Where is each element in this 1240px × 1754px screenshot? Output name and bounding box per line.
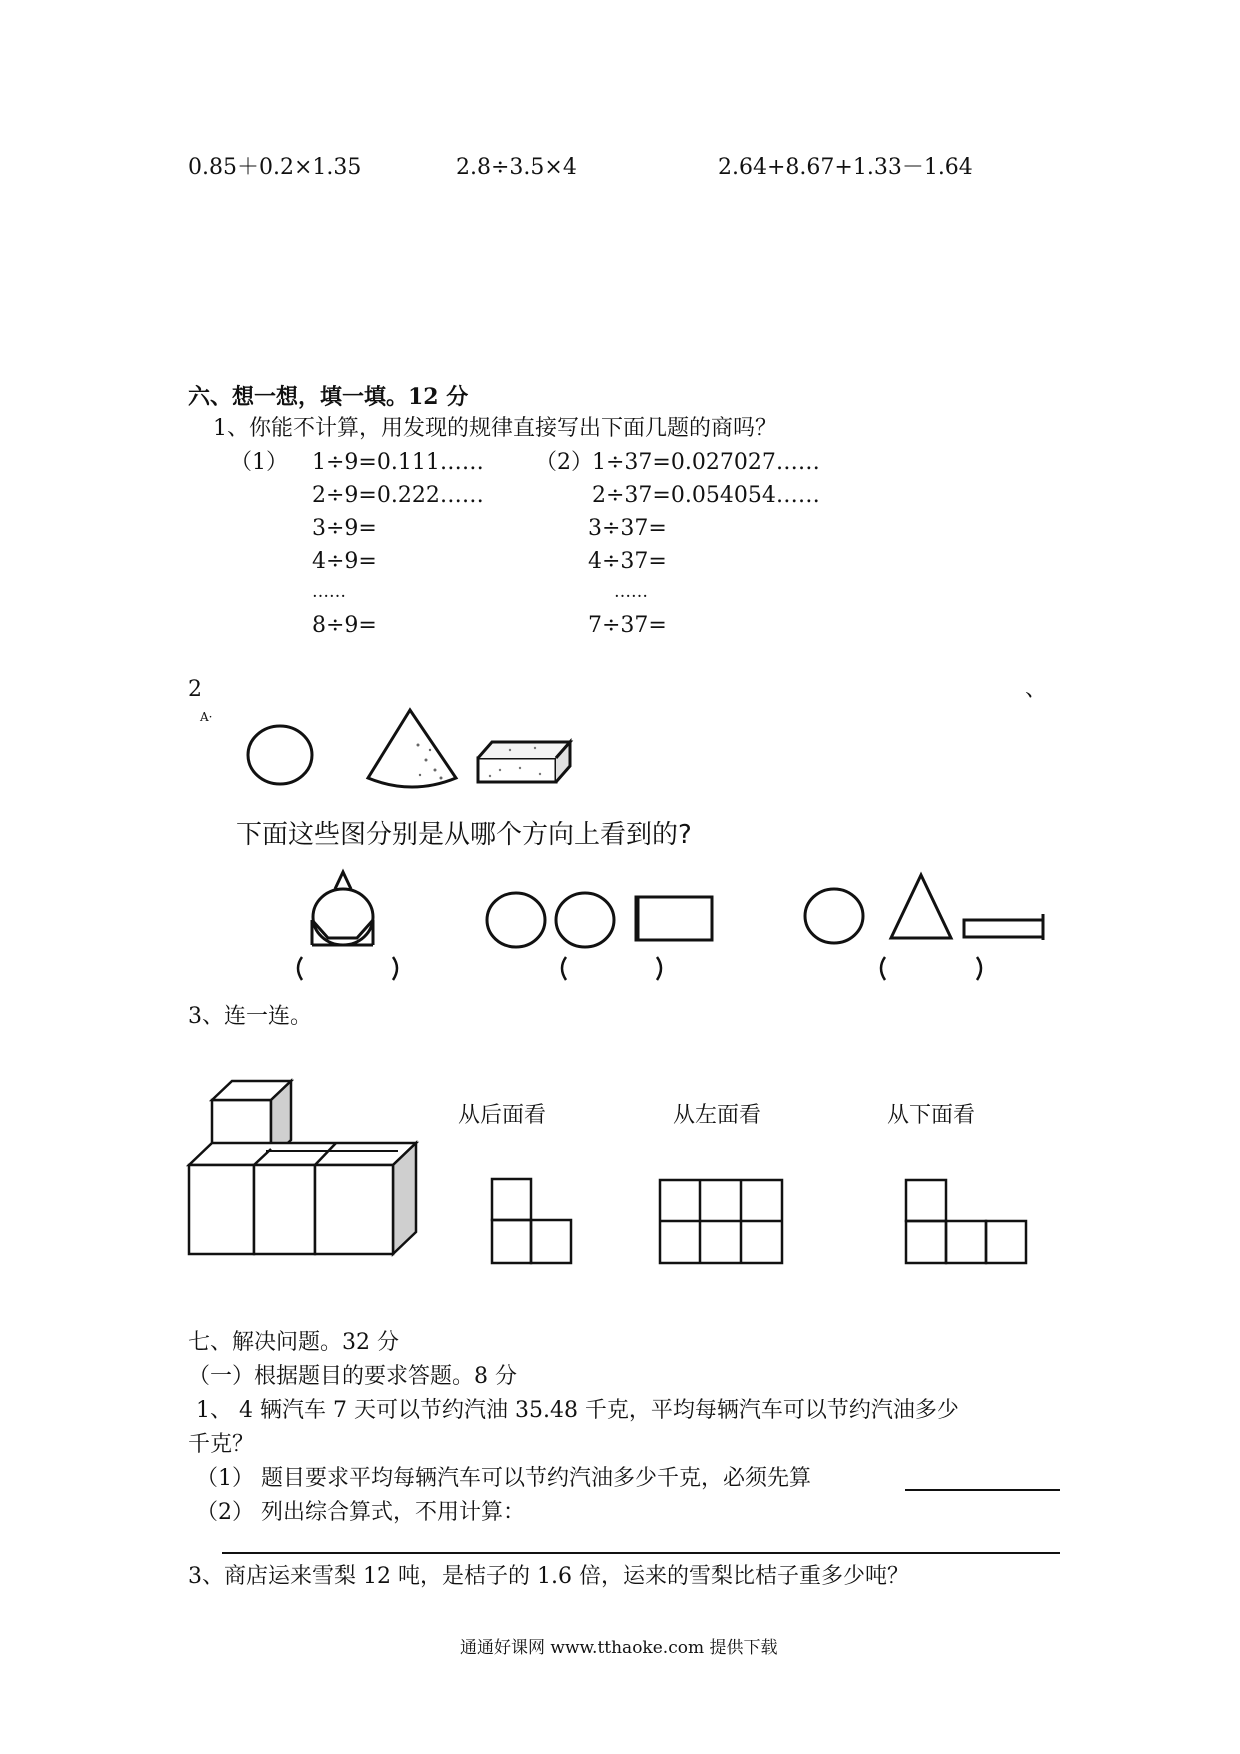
answer-line-2[interactable] [222, 1552, 1060, 1554]
q2-number: 2 [188, 677, 202, 702]
part2-line: 1÷37=0.027027…… [592, 450, 820, 475]
part1-line: 3÷9= [312, 516, 377, 541]
section-7-sub1: （一）根据题目的要求答题。8 分 [188, 1364, 517, 1389]
view-label-below: 从下面看 [887, 1103, 976, 1128]
section-7-title: 七、解决问题。32 分 [188, 1330, 399, 1355]
q2-edge-mark: 、 [1025, 677, 1048, 702]
part1-label: （1） [230, 450, 288, 475]
q3-prompt: 3、连一连。 [188, 1004, 312, 1029]
part2-line: 4÷37= [588, 549, 667, 574]
s7-q1-line1: 1、 4 辆汽车 7 天可以节约汽油 35.48 千克，平均每辆汽车可以节约汽油多少 [196, 1398, 959, 1423]
part1-line: 2÷9=0.222…… [312, 483, 484, 508]
s7-q1-line2: 千克？ [188, 1432, 255, 1457]
q2-question: 下面这些图分别是从哪个方向上看到的? [236, 820, 692, 850]
part2-line: …… [614, 582, 648, 602]
expression-3: 2.64+8.67+1.33－1.64 [718, 155, 973, 180]
s7-q1-part1: （1） 题目要求平均每辆汽车可以节约汽油多少千克，必须先算 [196, 1466, 811, 1491]
view-label-back: 从后面看 [458, 1103, 547, 1128]
part2-line: 7÷37= [588, 613, 667, 638]
answer-line-1[interactable] [905, 1489, 1060, 1491]
footer: 通通好课网 www.tthaoke.com 提供下载 [460, 1638, 778, 1658]
expression-2: 2.8÷3.5×4 [456, 155, 577, 180]
part1-line: 8÷9= [312, 613, 377, 638]
q1-prompt: 1、你能不计算，用发现的规律直接写出下面几题的商吗？ [213, 416, 777, 441]
view-label-left: 从左面看 [673, 1103, 762, 1128]
part2-line: 2÷37=0.054054…… [592, 483, 820, 508]
part1-line: …… [312, 582, 346, 602]
s7-q3: 3、商店运来雪梨 12 吨，是桔子的 1.6 倍，运来的雪梨比桔子重多少吨？ [188, 1564, 909, 1589]
part2-line: 3÷37= [588, 516, 667, 541]
section-6-title: 六、想一想，填一填。12 分 [188, 384, 469, 410]
part1-line: 1÷9=0.111…… [312, 450, 484, 475]
part2-label: （2） [535, 450, 593, 475]
part1-line: 4÷9= [312, 549, 377, 574]
s7-q1-part2: （2） 列出综合算式，不用计算： [196, 1500, 525, 1525]
q2-small-mark: A· [200, 710, 213, 724]
expression-1: 0.85＋0.2×1.35 [188, 155, 362, 180]
